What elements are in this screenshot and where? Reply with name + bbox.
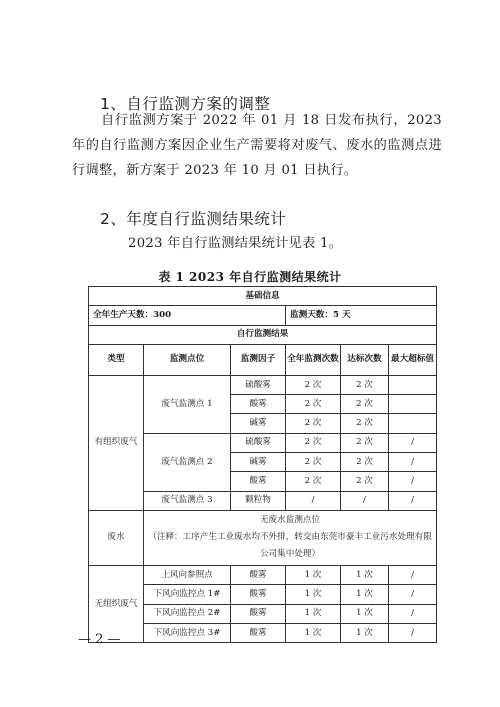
pass-cell: 2 次 [341,375,389,394]
max-cell [389,414,437,433]
pass-cell: 2 次 [341,453,389,472]
point-cell: 下风向监控点 3# [144,623,231,642]
times-cell: 1 次 [286,565,341,584]
max-cell: / [389,585,437,604]
section2-heading: 2、年度自行监测结果统计 [100,210,287,228]
factor-cell: 硫酸雾 [231,433,286,452]
max-cell: / [389,604,437,623]
times-cell: 2 次 [286,472,341,491]
basic-info-title: 基础信息 [89,287,437,306]
max-cell: / [389,433,437,452]
factor-cell: 酸雾 [231,585,286,604]
header-point: 监测点位 [144,344,231,375]
section1-paragraph: 自行监测方案于 2022 年 01 月 18 日发布执行，2023 年的自行监测方案因企业生产需要将对废气、废水的监测点进行调整，新方案于 2023 年 10 月 01 日执行。 [72,113,442,178]
times-cell: 1 次 [286,623,341,642]
table-caption: 表 1 2023 年自行监测结果统计 [158,270,342,284]
wastewater-note: 无废水监测点位 [259,515,321,526]
times-cell: 2 次 [286,453,341,472]
page-number: — 2 — [78,632,121,647]
pass-cell: 1 次 [341,565,389,584]
max-cell: / [389,472,437,491]
times-cell: / [286,491,341,510]
table-row [89,565,437,584]
header-factor: 监测因子 [231,344,286,375]
times-cell: 2 次 [286,375,341,394]
results-title: 自行监测结果 [89,325,437,344]
pass-cell: 2 次 [341,414,389,433]
times-cell: 2 次 [286,414,341,433]
times-cell: 2 次 [286,395,341,414]
times-cell: 1 次 [286,585,341,604]
header-type: 类型 [89,344,144,375]
pass-cell: 1 次 [341,623,389,642]
max-cell: / [389,491,437,510]
pass-cell: / [341,491,389,510]
pass-cell: 2 次 [341,433,389,452]
max-cell: / [389,623,437,642]
max-cell: / [389,565,437,584]
factor-cell: 颗粒物 [231,491,286,510]
point3-label: 废气监测点 3 [144,491,231,510]
point2-label: 废气监测点 2 [144,433,231,491]
times-cell: 1 次 [286,604,341,623]
table-row [89,510,437,565]
factor-cell: 硫酸雾 [231,375,286,394]
wastewater-label: 废水 [89,510,144,565]
point-cell: 下风向监控点 2# [144,604,231,623]
factor-cell: 碱雾 [231,453,286,472]
wastewater-detail: （注释：工序产生工业废水均不外排，转交由东莞市豪丰工业污水处理有限公司集中处理） [148,532,432,560]
production-days-cell: 全年生产天数：300 [89,306,286,325]
header-annual-times: 全年监测次数 [286,344,341,375]
pass-cell: 1 次 [341,604,389,623]
monitoring-results-table [88,286,437,643]
max-cell [389,395,437,414]
point1-label: 废气监测点 1 [144,375,231,433]
pass-cell: 1 次 [341,585,389,604]
factor-cell: 酸雾 [231,395,286,414]
wastewater-note-cell [144,510,437,565]
pass-cell: 2 次 [341,395,389,414]
table-row [89,375,437,394]
times-cell: 2 次 [286,433,341,452]
pass-cell: 2 次 [341,472,389,491]
point-cell: 上风向参照点 [144,565,231,584]
factor-cell: 酸雾 [231,604,286,623]
organized-gas-label: 有组织废气 [89,375,144,510]
header-pass-times: 达标次数 [341,344,389,375]
header-max-exceed: 最大超标值 [389,344,437,375]
max-cell [389,375,437,394]
monitoring-days-cell: 监测天数：5 天 [286,306,437,325]
point-cell: 下风向监控点 1# [144,585,231,604]
factor-cell: 酸雾 [231,472,286,491]
section1-heading: 1、自行监测方案的调整 [100,95,271,113]
max-cell: / [389,453,437,472]
factor-cell: 酸雾 [231,565,286,584]
factor-cell: 碱雾 [231,414,286,433]
unorganized-gas-label: 无组织废气 [89,565,144,642]
factor-cell: 酸雾 [231,623,286,642]
section2-intro: 2023 年自行监测结果统计见表 1。 [128,236,343,251]
